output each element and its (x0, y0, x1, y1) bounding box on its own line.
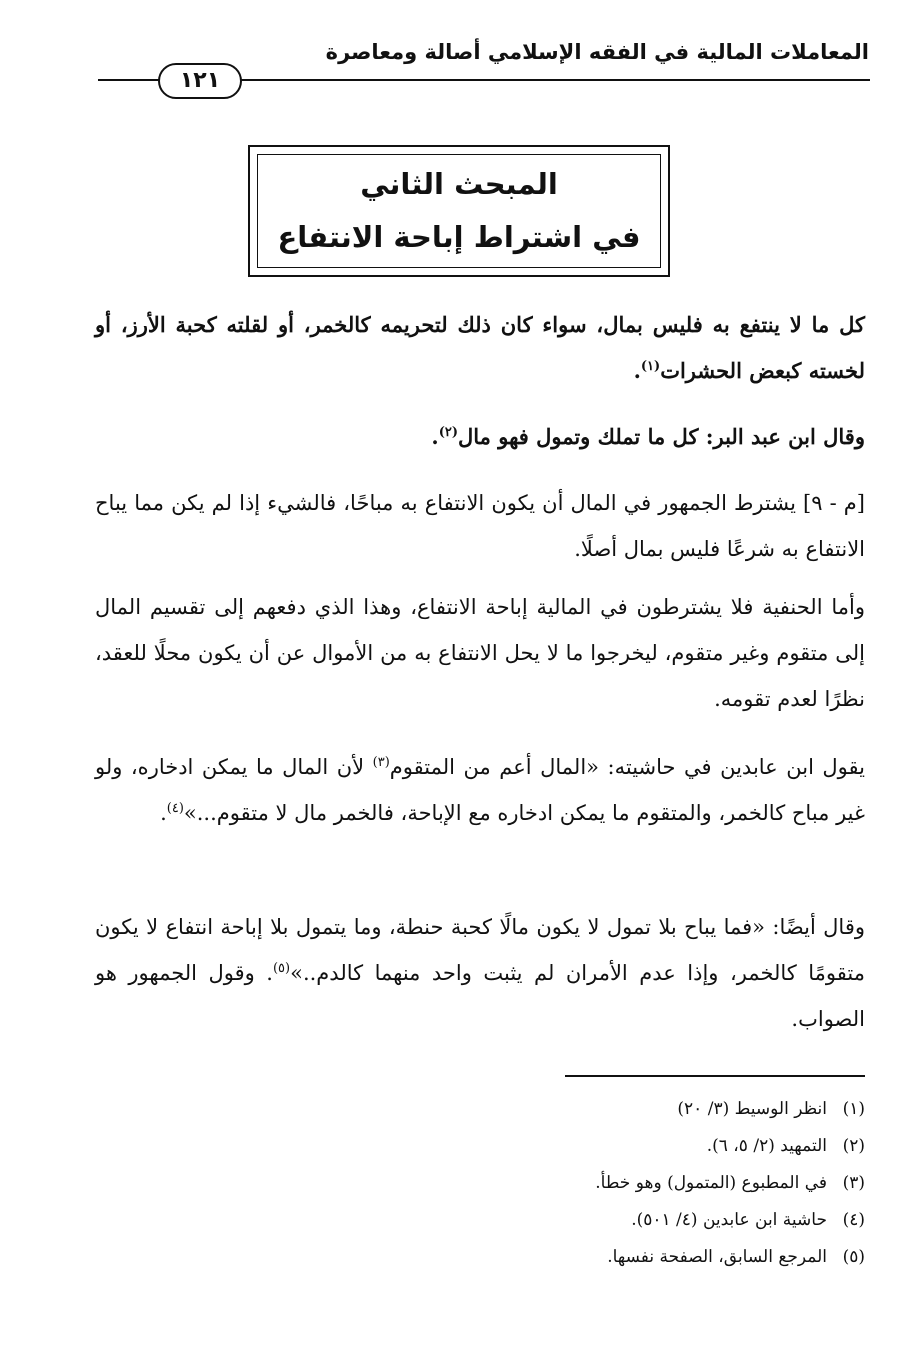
footnote-ref-3: (٣) (372, 755, 390, 770)
paragraph-1-text: كل ما لا ينتفع به فليس بمال، سواء كان ذلك لتحريمه كالخمر، أو لقلته كحبة الأرز، أو لخسته كبعض الحشرات (95, 312, 865, 383)
footnote-text: المرجع السابق، الصفحة نفسها. (607, 1247, 827, 1267)
footnotes-list (95, 1094, 865, 1279)
footnote-item (95, 1205, 865, 1242)
footnote-text: في المطبوع (المتمول) وهو خطأ. (595, 1173, 827, 1193)
paragraph-2-end: . (431, 424, 439, 449)
paragraph-5 (95, 744, 865, 836)
footnote-text: التمهيد (٢/ ٥، ٦). (706, 1136, 827, 1156)
footnote-item (95, 1131, 865, 1168)
footnote-number: (١) (842, 1099, 865, 1119)
footnote-number: (٣) (842, 1173, 865, 1193)
section-title-line-1: المبحث الثاني (360, 167, 558, 201)
footnote-ref-5: (٥) (272, 961, 291, 976)
paragraph-6-text-b: . وقول الجمهور هو الصواب. (95, 961, 865, 1031)
footnote-number: (٤) (842, 1210, 865, 1230)
footnote-item (95, 1094, 865, 1131)
paragraph-6-text-a: وقال أيضًا: «فما يباح بلا تمول لا يكون مالًا كحبة حنطة، وما يتمول بلا إباحة انتفاع لا يكون متقومًا كالخمر، وإذا عدم الأمران لم يثبت واحد منهما كالدم..» (95, 915, 865, 985)
paragraph-4 (95, 584, 865, 722)
running-header-title: المعاملات المالية في الفقه الإسلامي أصالة ومعاصرة (325, 40, 869, 64)
paragraph-3 (95, 480, 865, 572)
footnote-number: (٢) (842, 1136, 865, 1156)
section-title-box (248, 145, 670, 277)
paragraph-5-end: . (160, 801, 167, 825)
footnote-item (95, 1168, 865, 1205)
paragraph-1-end: . (633, 358, 641, 383)
page-number: ١٢١ (158, 63, 242, 99)
footnote-text: حاشية ابن عابدين (٤/ ٥٠١). (631, 1210, 827, 1230)
footnote-ref-2: (٢) (438, 425, 458, 440)
footnote-ref-4: (٤) (166, 801, 184, 816)
paragraph-4-text: وأما الحنفية فلا يشترطون في المالية إباحة الانتفاع، وهذا الذي دفعهم إلى تقسيم المال إلى متقوم وغير متقوم، ليخرجوا ما لا يحل الانتفاع به من الأموال عن أن يكون محلًا للعقد، نظرًا لعدم تقومه. (95, 595, 865, 711)
footnote-ref-1: (١) (640, 359, 661, 374)
paragraph-5-text-b: لأن المال ما يمكن ادخاره، ولو غير مباح كالخمر، والمتقوم ما يمكن ادخاره مع الإباحة، فالخمر مال لا متقوم...» (95, 755, 865, 825)
footnote-text: انظر الوسيط (٣/ ٢٠) (677, 1099, 827, 1119)
paragraph-3-text: [م - ٩] يشترط الجمهور في المال أن يكون الانتفاع به مباحًا، فالشيء إذا لم يكن مما يباح الانتفاع به شرعًا فليس بمال أصلًا. (95, 491, 865, 561)
footnote-number: (٥) (842, 1247, 865, 1267)
section-title-line-2: في اشتراط إباحة الانتفاع (277, 220, 641, 254)
paragraph-5-text-a: يقول ابن عابدين في حاشيته: «المال أعم من المتقوم (389, 755, 865, 779)
footnote-separator (565, 1075, 865, 1077)
footnote-item (95, 1242, 865, 1279)
paragraph-1 (95, 302, 865, 394)
paragraph-2 (95, 414, 865, 460)
paragraph-2-text: وقال ابن عبد البر: كل ما تملك وتمول فهو مال (458, 424, 865, 449)
paragraph-6 (95, 904, 865, 1042)
